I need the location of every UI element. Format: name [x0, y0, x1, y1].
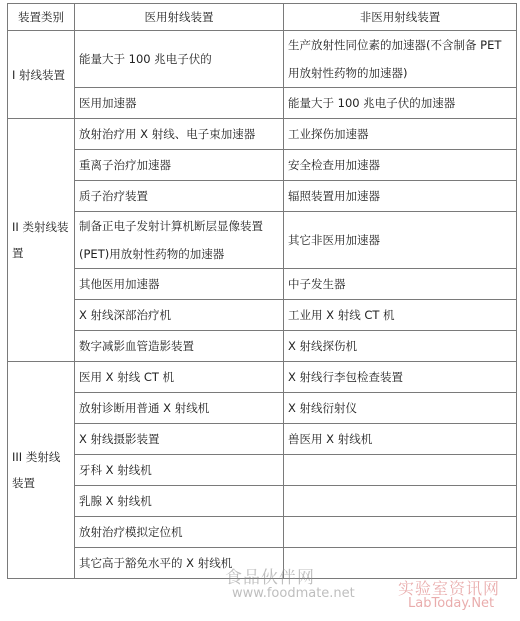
medical-cell: 数字减影血管造影装置 [75, 331, 284, 362]
medical-cell: 其他医用加速器 [75, 269, 284, 300]
table-row [8, 455, 517, 486]
non-medical-cell [284, 517, 517, 548]
header-non-medical: 非医用射线装置 [284, 4, 517, 31]
labtoday-watermark-text: 实验室资讯网 [398, 579, 501, 598]
table-row [8, 119, 517, 150]
table-row [8, 393, 517, 424]
non-medical-cell: 中子发生器 [284, 269, 517, 300]
header-category: 装置类别 [8, 4, 75, 31]
medical-cell: 医用 X 射线 CT 机 [75, 362, 284, 393]
non-medical-cell [284, 486, 517, 517]
table-row [8, 212, 517, 269]
category-class-2: II 类射线装置 [8, 119, 75, 362]
category-class-3: III 类射线装置 [8, 362, 75, 579]
foodmate-watermark-text: 食品伙伴网 [225, 568, 315, 588]
non-medical-cell: X 射线衍射仪 [284, 393, 517, 424]
header-row [8, 4, 517, 31]
medical-cell: 放射治疗用 X 射线、电子束加速器 [75, 119, 284, 150]
non-medical-cell: 能量大于 100 兆电子伏的加速器 [284, 88, 517, 119]
non-medical-cell: 安全检查用加速器 [284, 150, 517, 181]
medical-cell: 放射诊断用普通 X 射线机 [75, 393, 284, 424]
medical-cell: 牙科 X 射线机 [75, 455, 284, 486]
medical-cell: 医用加速器 [75, 88, 284, 119]
radiation-device-table-container [7, 3, 516, 579]
table-row [8, 424, 517, 455]
non-medical-cell: 工业探伤加速器 [284, 119, 517, 150]
medical-cell: 重离子治疗加速器 [75, 150, 284, 181]
medical-cell: 其它高于豁免水平的 X 射线机 [75, 548, 284, 579]
labtoday-watermark-url: LabToday.Net [408, 596, 495, 611]
non-medical-cell: X 射线探伤机 [284, 331, 517, 362]
medical-cell: X 射线深部治疗机 [75, 300, 284, 331]
header-medical: 医用射线装置 [75, 4, 284, 31]
non-medical-cell: 其它非医用加速器 [284, 212, 517, 269]
non-medical-cell: 辐照装置用加速器 [284, 181, 517, 212]
foodmate-watermark-url: www.foodmate.net [232, 586, 355, 601]
table-row [8, 362, 517, 393]
table-row [8, 269, 517, 300]
medical-cell: 质子治疗装置 [75, 181, 284, 212]
table-row [8, 548, 517, 579]
table-row [8, 517, 517, 548]
non-medical-cell [284, 548, 517, 579]
table-row [8, 31, 517, 88]
table-row [8, 181, 517, 212]
non-medical-cell: 兽医用 X 射线机 [284, 424, 517, 455]
non-medical-cell: X 射线行李包检查装置 [284, 362, 517, 393]
non-medical-cell [284, 455, 517, 486]
category-class-1: I 射线装置 [8, 31, 75, 119]
table-row [8, 88, 517, 119]
medical-cell: 乳腺 X 射线机 [75, 486, 284, 517]
medical-cell: 制备正电子发射计算机断层显像装置(PET)用放射性药物的加速器 [75, 212, 284, 269]
non-medical-cell: 生产放射性同位素的加速器(不含制备 PET 用放射性药物的加速器) [284, 31, 517, 88]
table-row [8, 486, 517, 517]
medical-cell: X 射线摄影装置 [75, 424, 284, 455]
non-medical-cell: 工业用 X 射线 CT 机 [284, 300, 517, 331]
table-row [8, 150, 517, 181]
table-row [8, 300, 517, 331]
medical-cell: 能量大于 100 兆电子伏的 [75, 31, 284, 88]
radiation-device-classification-table [7, 3, 517, 579]
table-row [8, 331, 517, 362]
medical-cell: 放射治疗模拟定位机 [75, 517, 284, 548]
